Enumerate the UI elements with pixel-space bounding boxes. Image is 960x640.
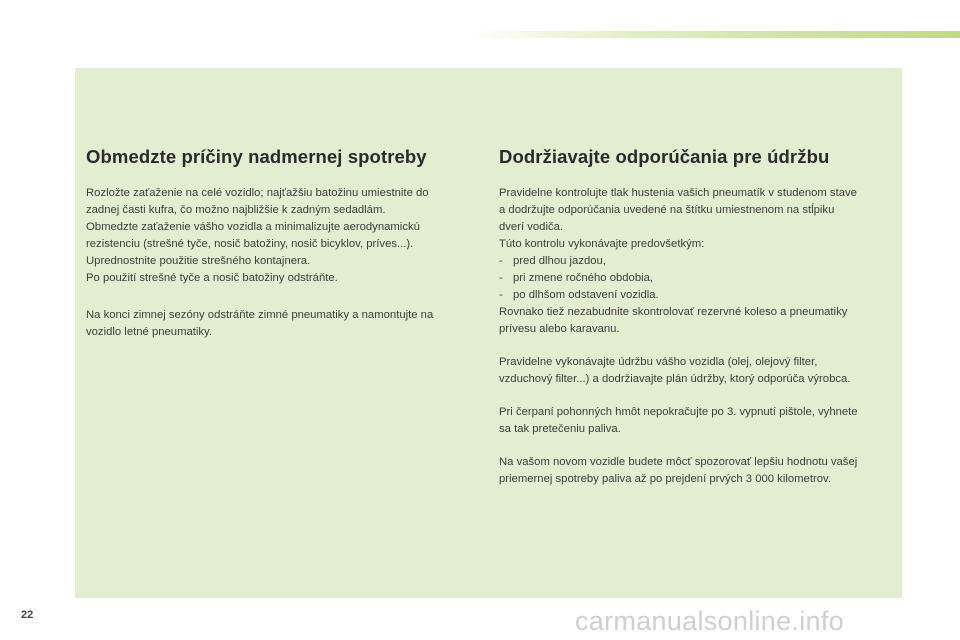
text-line: Rozložte zaťaženie na celé vozidlo; najťažšiu batožinu umiestnite do xyxy=(86,187,429,199)
text-line: Uprednostnite použitie strešného kontajnera. xyxy=(86,255,311,267)
content-panel xyxy=(75,68,902,598)
text-line: priemernej spotreby paliva až po prejdení prvých 3 000 kilometrov. xyxy=(499,473,831,485)
list-item: - po dlhšom odstavení vozidla. xyxy=(499,289,659,301)
text-line: Pravidelne kontrolujte tlak hustenia vašich pneumatík v studenom stave xyxy=(499,187,857,199)
right-paragraph-1 xyxy=(499,185,891,338)
list-item: - pri zmene ročného obdobia, xyxy=(499,272,654,284)
text-line: vozidlo letné pneumatiky. xyxy=(86,326,213,338)
left-heading: Obmedzte príčiny nadmernej spotreby xyxy=(86,146,427,167)
text-line: prívesu alebo karavanu. xyxy=(499,323,620,335)
text-line: Po použití strešné tyče a nosič batožiny odstráňte. xyxy=(86,272,338,284)
text-line: zadnej časti kufra, čo možno najbližšie k zadným sedadlám. xyxy=(86,204,386,216)
text-line: sa tak pretečeniu paliva. xyxy=(499,423,621,435)
right-heading: Dodržiavajte odporúčania pre údržbu xyxy=(499,146,830,167)
text-line: rezistenciu (strešné tyče, nosič batožiny, nosič bicyklov, príves...). xyxy=(86,238,414,250)
left-paragraph-1 xyxy=(86,185,471,287)
left-column xyxy=(86,146,471,341)
list-item: - pred dlhou jazdou, xyxy=(499,255,606,267)
right-paragraph-3 xyxy=(499,404,891,438)
right-paragraph-4 xyxy=(499,454,891,488)
right-paragraph-2 xyxy=(499,354,891,388)
text-line: Na vašom novom vozidle budete môcť spozorovať lepšiu hodnotu vašej xyxy=(499,456,858,468)
text-line: Pravidelne vykonávajte údržbu vášho vozidla (olej, olejový filter, xyxy=(499,356,818,368)
text-line: Na konci zimnej sezóny odstráňte zimné pneumatiky a namontujte na xyxy=(86,309,434,321)
text-line: a dodržujte odporúčania uvedené na štítku umiestnenom na stĺpiku xyxy=(499,204,835,216)
right-column xyxy=(499,146,891,488)
text-line: dverí vodiča. xyxy=(499,221,564,233)
header-accent-bar xyxy=(470,31,960,38)
text-line: Rovnako tiež nezabudnite skontrolovať rezervné koleso a pneumatiky xyxy=(499,306,848,318)
text-line: vzduchový filter...) a dodržiavajte plán údržby, ktorý odporúča výrobca. xyxy=(499,373,851,385)
text-line: Pri čerpaní pohonných hmôt nepokračujte po 3. vypnutí pištole, vyhnete xyxy=(499,406,858,418)
text-line: Obmedzte zaťaženie vášho vozidla a minimalizujte aerodynamickú xyxy=(86,221,420,233)
left-paragraph-2 xyxy=(86,307,471,341)
watermark-text: carmanualsonline.info xyxy=(575,606,844,636)
text-line: Túto kontrolu vykonávajte predovšetkým: xyxy=(499,238,705,250)
page-number: 22 xyxy=(21,609,34,621)
